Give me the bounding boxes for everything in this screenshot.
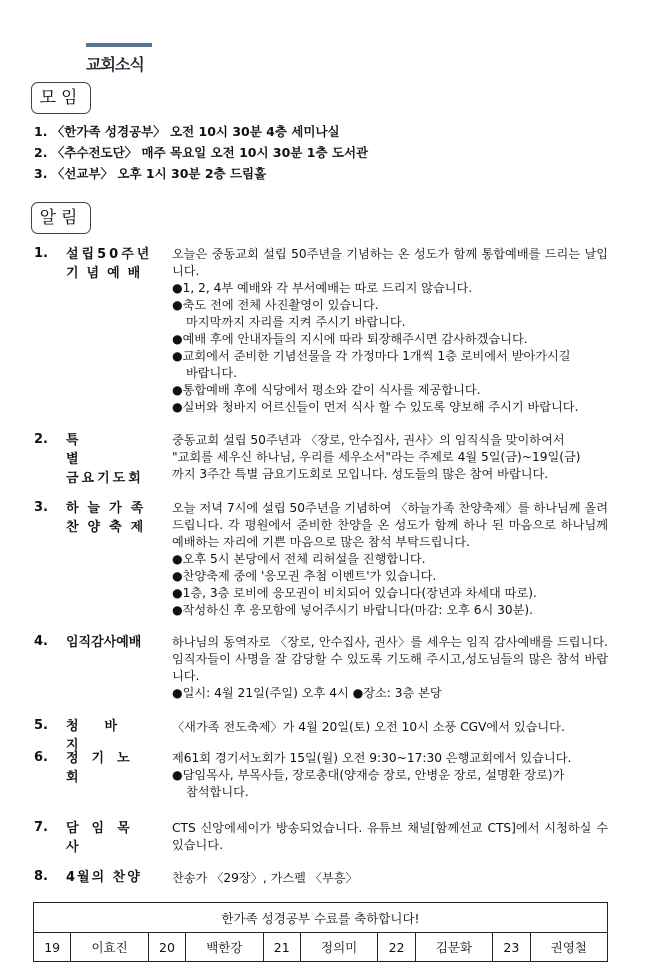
notice-body <box>172 750 608 801</box>
congrats-cell: 정의미 <box>300 933 377 962</box>
notice-bullet: ●1, 2, 4부 예배와 각 부서예배는 따로 드리지 않습니다. <box>172 281 473 295</box>
notice-text: 중동교회 설립 50주년과 〈장로, 안수집사, 권사〉의 임직식을 맞이하여서 <box>172 433 565 447</box>
notice-text: 오늘은 중동교회 설립 50주년을 기념하는 온 성도가 함께 통합예배를 드리는 날입니다. <box>172 247 608 278</box>
congrats-cell: 백한강 <box>186 933 263 962</box>
notice-title-line: 특별 <box>66 433 135 467</box>
notice-title <box>66 749 156 787</box>
notice-bullet: ●일시: 4월 21일(주일) 오후 4시 ●장소: 3층 본당 <box>172 686 442 700</box>
notice-bullet-cont: 바랍니다. <box>186 366 237 380</box>
notice-text: 하나님의 동역자로 〈장로, 안수집사, 권사〉를 세우는 임직 감사예배를 드립니다. 임직자들이 사명을 잘 감당할 수 있도록 기도해 주시고,성도님들의 많은 참석 바랍니다. <box>172 635 608 683</box>
congrats-cell: 김문화 <box>415 933 492 962</box>
congrats-title: 한가족 성경공부 수료를 축하합니다! <box>34 903 608 933</box>
notice-bullet: ●오후 5시 본당에서 전체 리허설을 진행합니다. <box>172 552 426 566</box>
notice-title-line: 기념예배 <box>66 266 149 281</box>
header-bar <box>86 43 152 47</box>
meeting-item: 3. 〈선교부〉 오후 1시 30분 2층 드림홀 <box>34 166 267 181</box>
notice-body <box>172 246 608 416</box>
notice-bullet: ●찬양축제 중에 '응모권 추첨 이벤트'가 있습니다. <box>172 569 437 583</box>
meeting-item: 1. 〈한가족 성경공부〉 오전 10시 30분 4층 세미나실 <box>34 124 340 139</box>
notice-bullet: ●교회에서 준비한 기념선물을 각 가정마다 1개씩 1층 로비에서 받아가시길 <box>172 349 571 363</box>
notice-title <box>66 819 156 857</box>
notice-title <box>66 245 156 283</box>
notice-number: 7. <box>34 820 48 835</box>
page-title: 교회소식 <box>86 55 144 74</box>
notice-title-line: 청바지 <box>66 719 144 753</box>
notice-number: 6. <box>34 750 48 765</box>
notice-number: 4. <box>34 634 48 649</box>
notice-number: 2. <box>34 432 48 447</box>
congrats-cell: 21 <box>263 933 300 962</box>
notice-text: 찬송가 〈29장〉, 가스펠 〈부흥〉 <box>172 871 358 885</box>
notice-text: 까지 3주간 특별 금요기도회로 모입니다. 성도들의 많은 참여 바랍니다. <box>172 467 549 481</box>
notice-body <box>172 634 608 702</box>
congrats-cell: 권영철 <box>530 933 607 962</box>
notice-number: 3. <box>34 500 48 515</box>
notice-text: "교회를 세우신 하나님, 우리를 세우소서"라는 주제로 4월 5일(금)~19일(금) <box>172 450 581 464</box>
notice-bullet: ●예배 후에 안내자들의 지시에 따라 퇴장해주시면 감사하겠습니다. <box>172 332 528 346</box>
notice-text: CTS 신앙에세이가 방송되었습니다. 유튜브 채널[함께선교 CTS]에서 시청하실 수 있습니다. <box>172 821 608 852</box>
notice-title-line: 4월의 찬양 <box>66 870 142 885</box>
notice-body <box>172 820 608 854</box>
notice-number: 8. <box>34 869 48 884</box>
notice-section-label: 알림 <box>31 202 91 234</box>
notice-title <box>66 868 156 887</box>
notice-bullet-cont: 마지막까지 자리를 지켜 주시기 바랍니다. <box>186 315 406 329</box>
notice-body <box>172 432 608 483</box>
congrats-cell: 23 <box>493 933 530 962</box>
congrats-cell: 19 <box>34 933 71 962</box>
notice-title-line: 임직감사예배 <box>66 635 142 650</box>
notice-title-line: 정기노회 <box>66 751 143 785</box>
meeting-section-label: 모임 <box>31 82 91 114</box>
notice-bullet: ●작성하신 후 응모함에 넣어주시기 바랍니다(마감: 오후 6시 30분). <box>172 603 534 617</box>
notice-bullet: ●축도 전에 전체 사진촬영이 있습니다. <box>172 298 379 312</box>
congrats-cell: 20 <box>148 933 185 962</box>
notice-title-line: 찬양축제 <box>66 520 153 535</box>
congrats-table <box>33 902 608 962</box>
notice-number: 5. <box>34 718 48 733</box>
notice-bullet: ●담임목사, 부목사들, 장로총대(양재승 장로, 안병운 장로, 설명환 장로)가 <box>172 768 565 782</box>
notice-title-line: 하늘가족 <box>66 501 153 516</box>
notice-body <box>172 500 608 619</box>
notice-text: 제61회 경기서노회가 15일(월) 오전 9:30~17:30 은행교회에서 있습니다. <box>172 751 572 765</box>
notice-bullet: ●1층, 3층 로비에 응모권이 비치되어 있습니다(장년과 차세대 따로). <box>172 586 537 600</box>
notice-title <box>66 499 156 537</box>
notice-text: 〈새가족 전도축제〉가 4월 20일(토) 오전 10시 소풍 CGV에서 있습니다. <box>172 720 565 734</box>
notice-bullet: ●실버와 청바지 어르신들이 먼저 식사 할 수 있도록 양보해 주시기 바랍니다. <box>172 400 579 414</box>
notice-bullet: ●통합예배 후에 식당에서 평소와 같이 식사를 제공합니다. <box>172 383 481 397</box>
notice-title-line: 설립50주년 <box>66 247 153 262</box>
notice-number: 1. <box>34 246 48 261</box>
notice-title-line: 담임목사 <box>66 821 143 855</box>
notice-text: 오늘 저녁 7시에 설립 50주년을 기념하여 〈하늘가족 찬양축제〉를 하나님께 올려 드립니다. 각 평원에서 준비한 찬양을 온 성도가 함께 하나 된 마음으로 하나님께 예배하는 자리에 기쁜 마음으로 많은 참석 부탁드립니다. <box>172 501 608 549</box>
notice-title <box>66 431 156 488</box>
meeting-item: 2. 〈추수전도단〉 매주 목요일 오전 10시 30분 1층 도서관 <box>34 145 369 160</box>
notice-title <box>66 633 156 652</box>
notice-bullet-cont: 참석합니다. <box>186 785 249 799</box>
notice-title-line: 금요기도회 <box>66 471 144 486</box>
congrats-cell: 22 <box>378 933 415 962</box>
congrats-cell: 이효진 <box>71 933 148 962</box>
